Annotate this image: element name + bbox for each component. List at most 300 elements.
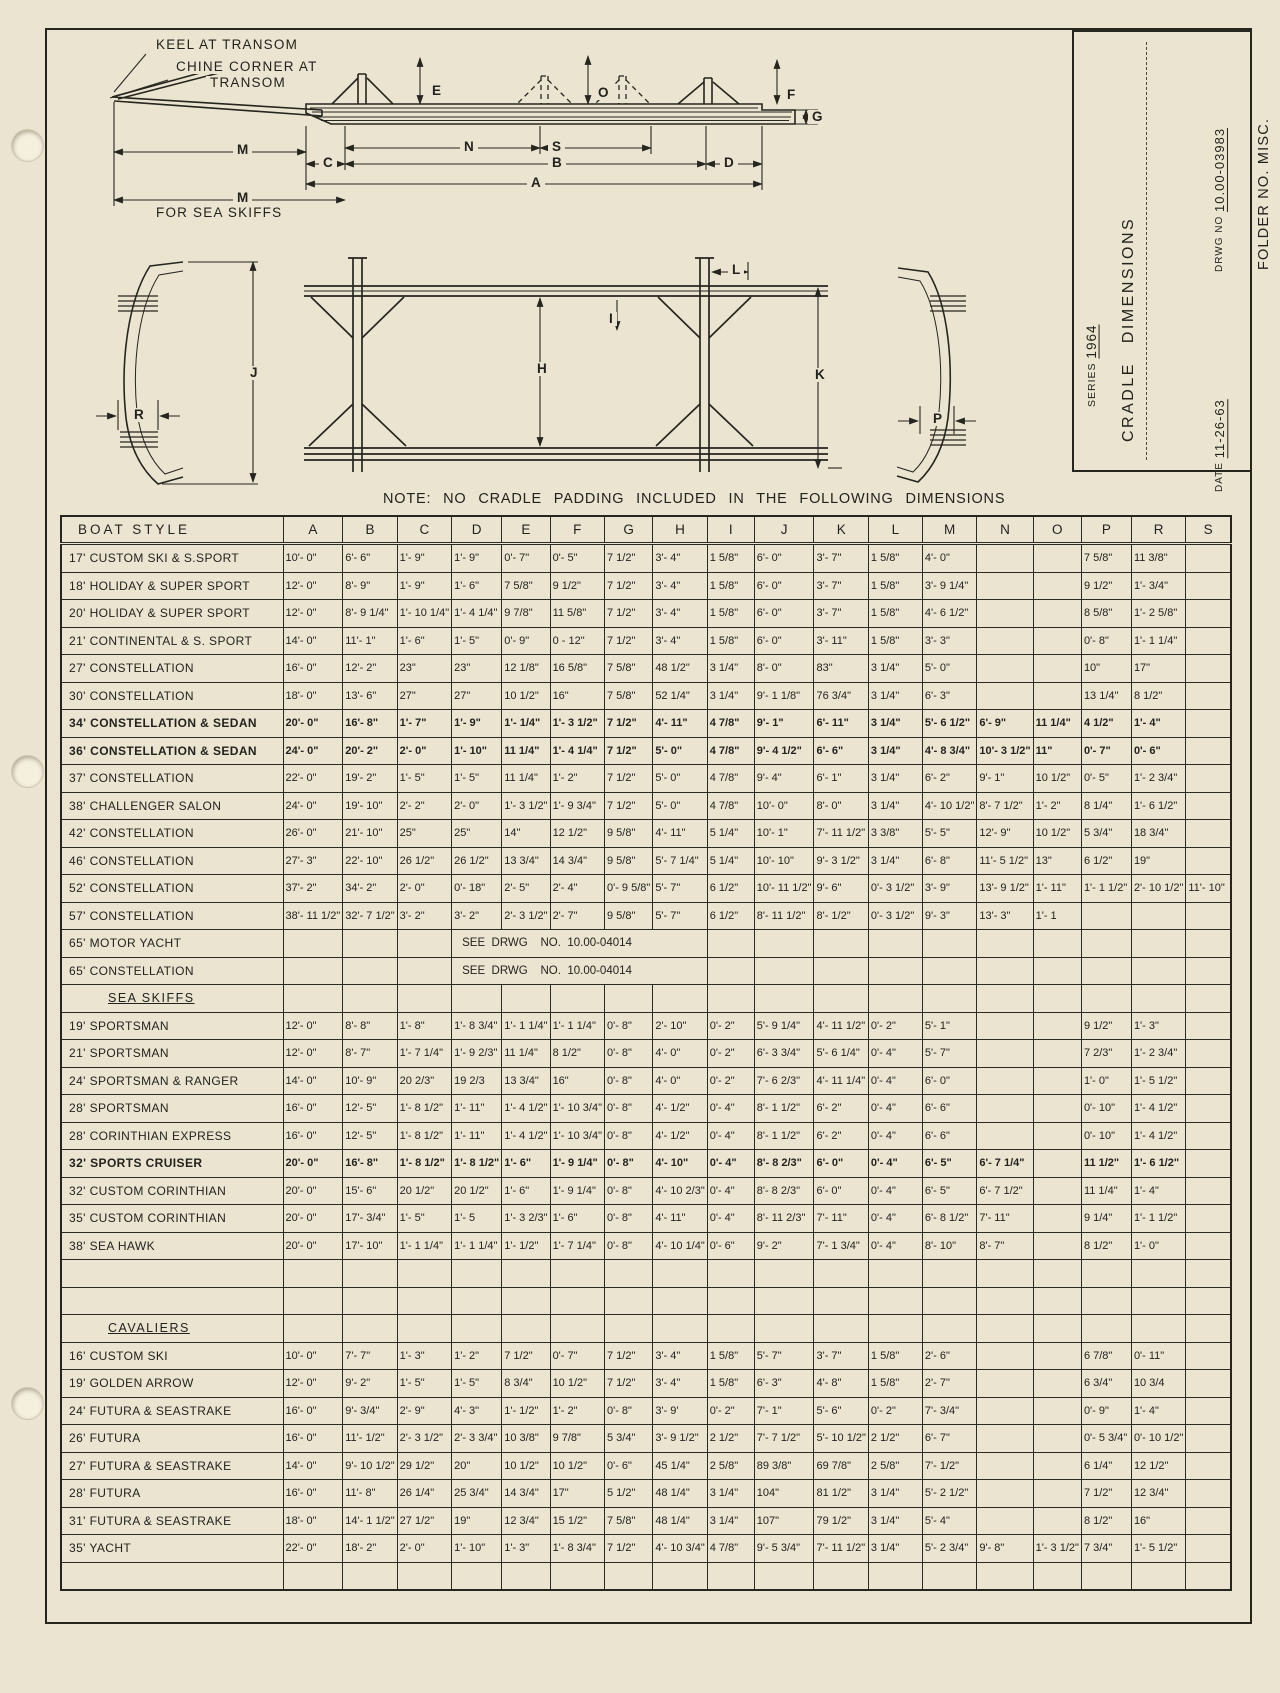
dim-cell: 0'- 4" — [707, 1150, 754, 1178]
dim-cell: 3'- 9' — [653, 1397, 707, 1425]
dim-cell — [1033, 600, 1081, 628]
dim-cell: 7 3/4" — [1081, 1535, 1131, 1563]
dim-cell — [1131, 1260, 1185, 1288]
dim-cell — [605, 985, 653, 1013]
dim-cell: 1'- 3/4" — [1131, 572, 1185, 600]
dim-cell: 1 5/8" — [868, 572, 922, 600]
dim-cell: 0'- 4" — [707, 1177, 754, 1205]
dim-cell — [707, 985, 754, 1013]
dim-cell: 11 1/4" — [502, 1040, 550, 1068]
dim-cell: 89 3/8" — [754, 1452, 814, 1480]
dim-cell — [1033, 930, 1081, 958]
dim-cell: 1'- 10" — [452, 737, 502, 765]
dim-cell: 0'- 4" — [707, 1205, 754, 1233]
dim-cell — [1186, 1535, 1231, 1563]
dim-cell: 1'- 2" — [452, 1342, 502, 1370]
dim-cell: 11 1/4" — [1033, 710, 1081, 738]
dim-cell: 8'- 7" — [343, 1040, 397, 1068]
boat-row — [61, 1507, 1231, 1535]
dim-cell — [605, 1315, 653, 1343]
dim-cell: 34'- 2" — [343, 875, 397, 903]
dim-cell: 0'- 6" — [605, 1452, 653, 1480]
dim-cell: 1 5/8" — [868, 627, 922, 655]
dim-cell: 8'- 9 1/4" — [343, 600, 397, 628]
boat-row — [61, 957, 1231, 985]
dim-cell — [283, 1287, 343, 1315]
dim-cell — [1186, 1040, 1231, 1068]
dim-cell: 3 1/4" — [868, 710, 922, 738]
dim-cell: 3 1/4" — [868, 682, 922, 710]
dim-cell — [283, 957, 343, 985]
dim-cell: 0'- 2" — [868, 1397, 922, 1425]
section-row — [61, 985, 1231, 1013]
dim-cell: 12'- 0" — [283, 1040, 343, 1068]
dim-cell — [1186, 792, 1231, 820]
boat-row — [61, 902, 1231, 930]
dim-cell — [1186, 847, 1231, 875]
dim-cell: 13'- 6" — [343, 682, 397, 710]
dim-cell — [977, 1507, 1033, 1535]
dim-cell — [1131, 1562, 1185, 1590]
empty-row — [61, 1287, 1231, 1315]
dim-cell: 38'- 11 1/2" — [283, 902, 343, 930]
dim-cell — [343, 985, 397, 1013]
dim-cell: 3'- 7" — [814, 544, 868, 573]
dim-cell: 1'- 10 1/4" — [397, 600, 451, 628]
dim-cell: 1'- 10 3/4" — [550, 1122, 604, 1150]
dim-cell: 0'- 8" — [605, 1067, 653, 1095]
boat-row — [61, 1342, 1231, 1370]
dim-cell: 8'- 7" — [977, 1232, 1033, 1260]
boat-style-cell: 65' MOTOR YACHT — [61, 930, 283, 958]
dim-cell: 12'- 0" — [283, 1012, 343, 1040]
dim-cell: 7'- 6 2/3" — [754, 1067, 814, 1095]
boat-row — [61, 710, 1231, 738]
dim-cell: 1'- 4" — [1131, 710, 1185, 738]
dim-cell — [550, 1562, 604, 1590]
dim-cell: 1'- 5" — [452, 627, 502, 655]
dim-cell — [653, 1562, 707, 1590]
dim-cell: 16" — [1131, 1507, 1185, 1535]
dim-cell — [977, 572, 1033, 600]
column-header: E — [502, 516, 550, 544]
dim-cell: 0'- 4" — [868, 1122, 922, 1150]
diagram-label: CHINE CORNER AT — [172, 60, 322, 74]
dim-cell: 0'- 10 1/2" — [1131, 1425, 1185, 1453]
dim-cell: 19'- 10" — [343, 792, 397, 820]
dim-cell: 20'- 0" — [283, 1150, 343, 1178]
dim-cell: 3 1/4" — [868, 1507, 922, 1535]
dim-cell: 12'- 0" — [283, 572, 343, 600]
dim-cell: 5'- 0" — [653, 737, 707, 765]
dim-cell: 1'- 9" — [397, 572, 451, 600]
dim-cell — [343, 1562, 397, 1590]
dim-cell — [977, 957, 1033, 985]
dim-cell: 5'- 0" — [922, 655, 976, 683]
dim-cell — [1186, 1370, 1231, 1398]
dim-cell — [977, 600, 1033, 628]
dim-cell: 4'- 11" — [653, 1205, 707, 1233]
dim-cell: 4'- 10 1/4" — [653, 1232, 707, 1260]
dim-cell — [1033, 1287, 1081, 1315]
dim-cell: 6'- 2" — [814, 1095, 868, 1123]
dim-cell: 1'- 9 3/4" — [550, 792, 604, 820]
dim-cell: 10 3/8" — [502, 1425, 550, 1453]
dim-cell: 23" — [452, 655, 502, 683]
dim-cell: 1'- 2" — [1033, 792, 1081, 820]
boat-style-cell: 38' SEA HAWK — [61, 1232, 283, 1260]
table-note: NOTE: NO CRADLE PADDING INCLUDED IN THE FOLLOWING DIMENSIONS — [383, 491, 1006, 507]
dim-cell — [814, 1562, 868, 1590]
dim-cell — [707, 1562, 754, 1590]
boat-style-cell: 31' FUTURA & SEASTRAKE — [61, 1507, 283, 1535]
dim-cell: 27 1/2" — [397, 1507, 451, 1535]
dim-cell: 6'- 6" — [814, 737, 868, 765]
dim-cell: 76 3/4" — [814, 682, 868, 710]
dim-cell: 7 1/2" — [605, 737, 653, 765]
dim-cell: 9'- 5 3/4" — [754, 1535, 814, 1563]
dim-cell: 1'- 2 3/4" — [1131, 765, 1185, 793]
dim-cell: 11'- 1" — [343, 627, 397, 655]
boat-row — [61, 572, 1231, 600]
column-header: O — [1033, 516, 1081, 544]
dim-cell: 0'- 9 5/8" — [605, 875, 653, 903]
dim-cell — [452, 1287, 502, 1315]
dim-cell: 17" — [1131, 655, 1185, 683]
dim-cell: 3 1/4" — [707, 1507, 754, 1535]
dim-cell: 11" — [1033, 737, 1081, 765]
dim-cell: 2'- 4" — [550, 875, 604, 903]
dim-cell — [1081, 957, 1131, 985]
dim-cell: 20 1/2" — [397, 1177, 451, 1205]
dim-cell: 9 5/8" — [605, 820, 653, 848]
dim-cell: 9'- 3 1/2" — [814, 847, 868, 875]
dim-cell: 1'- 5" — [452, 765, 502, 793]
dim-cell: 7 1/2" — [605, 544, 653, 573]
dim-cell: 15 1/2" — [550, 1507, 604, 1535]
diagram-label: K — [811, 368, 829, 382]
dim-cell: 3'- 7" — [814, 1342, 868, 1370]
dim-cell: 11'- 5 1/2" — [977, 847, 1033, 875]
dim-cell — [814, 1315, 868, 1343]
dim-cell: 1'- 2 5/8" — [1131, 600, 1185, 628]
dim-cell: 12 1/2" — [1131, 1452, 1185, 1480]
dim-cell: 0'- 8" — [605, 1122, 653, 1150]
dim-cell: 11'- 10" — [1186, 875, 1231, 903]
dim-cell — [283, 930, 343, 958]
boat-style-cell: 65' CONSTELLATION — [61, 957, 283, 985]
boat-row — [61, 1425, 1231, 1453]
diagram-label: M — [233, 143, 252, 157]
dim-cell: 8 3/4" — [502, 1370, 550, 1398]
dim-cell: 24'- 0" — [283, 737, 343, 765]
dim-cell: 7 1/2" — [1081, 1480, 1131, 1508]
dim-cell — [1186, 1452, 1231, 1480]
dim-cell: 1'- 9 1/4" — [550, 1177, 604, 1205]
dim-cell — [1131, 902, 1185, 930]
dim-cell: 6'- 8" — [922, 847, 976, 875]
dim-cell: 3'- 4" — [653, 1342, 707, 1370]
dim-cell — [1081, 985, 1131, 1013]
dim-cell: 8'- 7 1/2" — [977, 792, 1033, 820]
see-drwg-note: SEE DRWG NO. 10.00-04014 — [452, 930, 708, 958]
dim-cell — [1033, 1205, 1081, 1233]
dim-cell: 5'- 4" — [922, 1507, 976, 1535]
dim-cell: 3'- 7" — [814, 600, 868, 628]
dim-cell: 0'- 6" — [1131, 737, 1185, 765]
dim-cell: 15'- 6" — [343, 1177, 397, 1205]
dim-cell: 1'- 6" — [550, 1205, 604, 1233]
dim-cell — [283, 1260, 343, 1288]
dim-cell: 5'- 5" — [922, 820, 976, 848]
dim-cell: 1 5/8" — [868, 1342, 922, 1370]
dim-cell: 7 1/2" — [605, 1535, 653, 1563]
dim-cell: 5'- 10 1/2" — [814, 1425, 868, 1453]
dim-cell: 8'- 1 1/2" — [754, 1122, 814, 1150]
dim-cell: 6'- 6" — [922, 1122, 976, 1150]
dim-cell: 7 1/2" — [605, 792, 653, 820]
dim-cell: 6'- 8 1/2" — [922, 1205, 976, 1233]
dim-cell: 6 3/4" — [1081, 1370, 1131, 1398]
dim-cell: 7'- 1 3/4" — [814, 1232, 868, 1260]
dim-cell: 6'- 0" — [814, 1150, 868, 1178]
dim-cell — [1033, 1480, 1081, 1508]
dim-cell: 17" — [550, 1480, 604, 1508]
dim-cell: 20'- 0" — [283, 1177, 343, 1205]
dim-cell — [1186, 1342, 1231, 1370]
series-value: 1964 — [1084, 324, 1099, 359]
dim-cell — [1033, 1562, 1081, 1590]
dim-cell: 0'- 3 1/2" — [868, 902, 922, 930]
dim-cell: 0'- 8" — [605, 1205, 653, 1233]
dim-cell: 5'- 1" — [922, 1012, 976, 1040]
boat-row — [61, 1452, 1231, 1480]
dim-cell: 6'- 9" — [977, 710, 1033, 738]
diagram-label: N — [460, 140, 478, 154]
dim-cell: 0'- 2" — [707, 1067, 754, 1095]
dim-cell: 9 1/2" — [550, 572, 604, 600]
dim-cell: 25" — [397, 820, 451, 848]
dim-cell: 26 1/2" — [397, 847, 451, 875]
diagram-label: TRANSOM — [206, 76, 290, 90]
dim-cell — [1186, 1260, 1231, 1288]
dim-cell: 20 1/2" — [452, 1177, 502, 1205]
see-drwg-note: SEE DRWG NO. 10.00-04014 — [452, 957, 708, 985]
dim-cell: 1'- 6" — [502, 1177, 550, 1205]
dim-cell: 11 1/2" — [1081, 1150, 1131, 1178]
boat-style-cell: 27' CONSTELLATION — [61, 655, 283, 683]
dim-cell: 48 1/2" — [653, 655, 707, 683]
dim-cell: 1'- 5 1/2" — [1131, 1067, 1185, 1095]
dim-cell: 7 1/2" — [605, 572, 653, 600]
dim-cell: 0'- 2" — [707, 1040, 754, 1068]
dim-cell: 11 1/4" — [1081, 1177, 1131, 1205]
boat-style-cell: 35' CUSTOM CORINTHIAN — [61, 1205, 283, 1233]
dim-cell: 26 1/2" — [452, 847, 502, 875]
dim-cell: 18 3/4" — [1131, 820, 1185, 848]
dim-cell — [977, 1562, 1033, 1590]
dim-cell — [754, 1315, 814, 1343]
dim-cell — [1186, 1205, 1231, 1233]
dim-cell: 104" — [754, 1480, 814, 1508]
dim-cell — [814, 985, 868, 1013]
dim-cell: 4 7/8" — [707, 1535, 754, 1563]
dim-cell: 1 5/8" — [707, 627, 754, 655]
dim-cell — [754, 1260, 814, 1288]
dim-cell — [977, 1452, 1033, 1480]
dim-cell — [1186, 902, 1231, 930]
dim-cell: 9'- 6" — [814, 875, 868, 903]
boat-style-cell: 52' CONSTELLATION — [61, 875, 283, 903]
dim-cell: 1'- 5 1/2" — [1131, 1535, 1185, 1563]
dim-cell: 3 1/4" — [707, 682, 754, 710]
diagram-label: C — [319, 156, 337, 170]
dim-cell — [397, 930, 451, 958]
column-header: L — [868, 516, 922, 544]
dim-cell — [1033, 1507, 1081, 1535]
dim-cell — [977, 1122, 1033, 1150]
dim-cell: 3 1/4" — [707, 1480, 754, 1508]
dim-cell: 7 5/8" — [605, 655, 653, 683]
boat-style-cell: 57' CONSTELLATION — [61, 902, 283, 930]
boat-style-cell — [61, 1260, 283, 1288]
boat-row — [61, 600, 1231, 628]
diagram-label: P — [929, 412, 946, 426]
dim-cell: 22'- 0" — [283, 765, 343, 793]
dim-cell: 8 1/2" — [550, 1040, 604, 1068]
dim-cell: 11'- 8" — [343, 1480, 397, 1508]
dim-cell: 1'- 4 1/2" — [1131, 1095, 1185, 1123]
dim-cell — [977, 1425, 1033, 1453]
dim-cell: 9'- 2" — [343, 1370, 397, 1398]
dim-cell: 1'- 1 1/4" — [1131, 627, 1185, 655]
dim-cell: 1 5/8" — [707, 600, 754, 628]
diagram-label: A — [527, 176, 545, 190]
dim-cell: 1'- 3 1/2" — [1033, 1535, 1081, 1563]
dim-cell: 16'- 8" — [343, 1150, 397, 1178]
dim-cell — [653, 1260, 707, 1288]
dim-cell — [977, 627, 1033, 655]
dim-cell: 6'- 6" — [343, 544, 397, 573]
dim-cell: 2'- 5" — [502, 875, 550, 903]
dim-cell — [868, 930, 922, 958]
dim-cell: 6 7/8" — [1081, 1342, 1131, 1370]
boat-row — [61, 875, 1231, 903]
dim-cell — [653, 985, 707, 1013]
dim-cell — [502, 1287, 550, 1315]
dim-cell — [1033, 1095, 1081, 1123]
punch-hole — [12, 1388, 43, 1419]
dim-cell: 6'- 7 1/4" — [977, 1150, 1033, 1178]
dim-cell: 0'- 2" — [868, 1012, 922, 1040]
dim-cell: 9'- 8" — [977, 1535, 1033, 1563]
dim-cell: 4'- 3" — [452, 1397, 502, 1425]
dim-cell: 2'- 10 1/2" — [1131, 875, 1185, 903]
dim-cell — [977, 1342, 1033, 1370]
dim-cell — [977, 1040, 1033, 1068]
boat-row — [61, 544, 1231, 573]
dim-cell — [922, 1315, 976, 1343]
dim-cell — [707, 930, 754, 958]
diagram-label: B — [548, 156, 566, 170]
diagram-label: E — [428, 84, 445, 98]
dim-cell — [550, 985, 604, 1013]
dim-cell: 12'- 5" — [343, 1095, 397, 1123]
diagram-label: O — [594, 86, 613, 100]
dim-cell: 12 1/8" — [502, 655, 550, 683]
dim-cell: 1'- 1/2" — [502, 1397, 550, 1425]
dim-cell: 4 1/2" — [1081, 710, 1131, 738]
dim-cell: 6'- 2" — [922, 765, 976, 793]
dim-cell — [605, 1287, 653, 1315]
dim-cell: 10'- 0" — [283, 1342, 343, 1370]
dim-cell: 0'- 2" — [707, 1397, 754, 1425]
dim-cell — [754, 985, 814, 1013]
diagram-label: FOR SEA SKIFFS — [152, 206, 286, 220]
dim-cell — [707, 1287, 754, 1315]
dim-cell: 16'- 8" — [343, 710, 397, 738]
boat-style-cell: 37' CONSTELLATION — [61, 765, 283, 793]
dim-cell — [977, 682, 1033, 710]
dim-cell — [1081, 1562, 1131, 1590]
dim-cell — [1033, 1232, 1081, 1260]
dim-cell: 0'- 8" — [1081, 627, 1131, 655]
dim-cell: 1'- 1 1/2" — [1131, 1205, 1185, 1233]
dim-cell: 7'- 1/2" — [922, 1452, 976, 1480]
dim-cell: 0'- 8" — [605, 1232, 653, 1260]
dim-cell — [1186, 1177, 1231, 1205]
dim-cell: 0'- 5" — [1081, 765, 1131, 793]
dim-cell: 7'- 3/4" — [922, 1397, 976, 1425]
diagram-label: H — [533, 362, 551, 376]
dim-cell: 0'- 3 1/2" — [868, 875, 922, 903]
dim-cell: 4'- 11" — [653, 820, 707, 848]
boat-row — [61, 1177, 1231, 1205]
dim-cell: 1'- 8 1/2" — [397, 1095, 451, 1123]
dim-cell: 18'- 0" — [283, 682, 343, 710]
dim-cell — [977, 1370, 1033, 1398]
dim-cell: 0'- 8" — [605, 1150, 653, 1178]
dim-cell: 1'- 0" — [1131, 1232, 1185, 1260]
boat-row — [61, 1095, 1231, 1123]
dim-cell: 5 1/4" — [707, 847, 754, 875]
dim-cell: 1'- 0" — [1081, 1067, 1131, 1095]
dim-cell — [754, 1287, 814, 1315]
dim-cell: 6 1/2" — [707, 875, 754, 903]
dim-cell: 1'- 4 1/4" — [452, 600, 502, 628]
dim-cell — [868, 1562, 922, 1590]
drwg-no-label: DRWG NO — [1214, 211, 1225, 272]
dim-cell: 4'- 10 2/3" — [653, 1177, 707, 1205]
dim-cell: 2'- 10" — [653, 1012, 707, 1040]
dim-cell: 6'- 0" — [754, 600, 814, 628]
dim-cell — [653, 1315, 707, 1343]
dim-cell: 3'- 4" — [653, 544, 707, 573]
dim-cell: 18'- 2" — [343, 1535, 397, 1563]
boat-style-cell: 19' SPORTSMAN — [61, 1012, 283, 1040]
dim-cell: 8 1/2" — [1081, 1232, 1131, 1260]
title-block-divider — [1146, 42, 1147, 460]
dim-cell: 5'- 7 1/4" — [653, 847, 707, 875]
dim-cell — [452, 985, 502, 1013]
dim-cell: 9 1/4" — [1081, 1205, 1131, 1233]
dim-cell: 12'- 0" — [283, 600, 343, 628]
dim-cell — [814, 957, 868, 985]
dim-cell: 8'- 0" — [754, 655, 814, 683]
boat-style-cell: CAVALIERS — [61, 1315, 283, 1343]
boat-row — [61, 765, 1231, 793]
boat-row — [61, 682, 1231, 710]
